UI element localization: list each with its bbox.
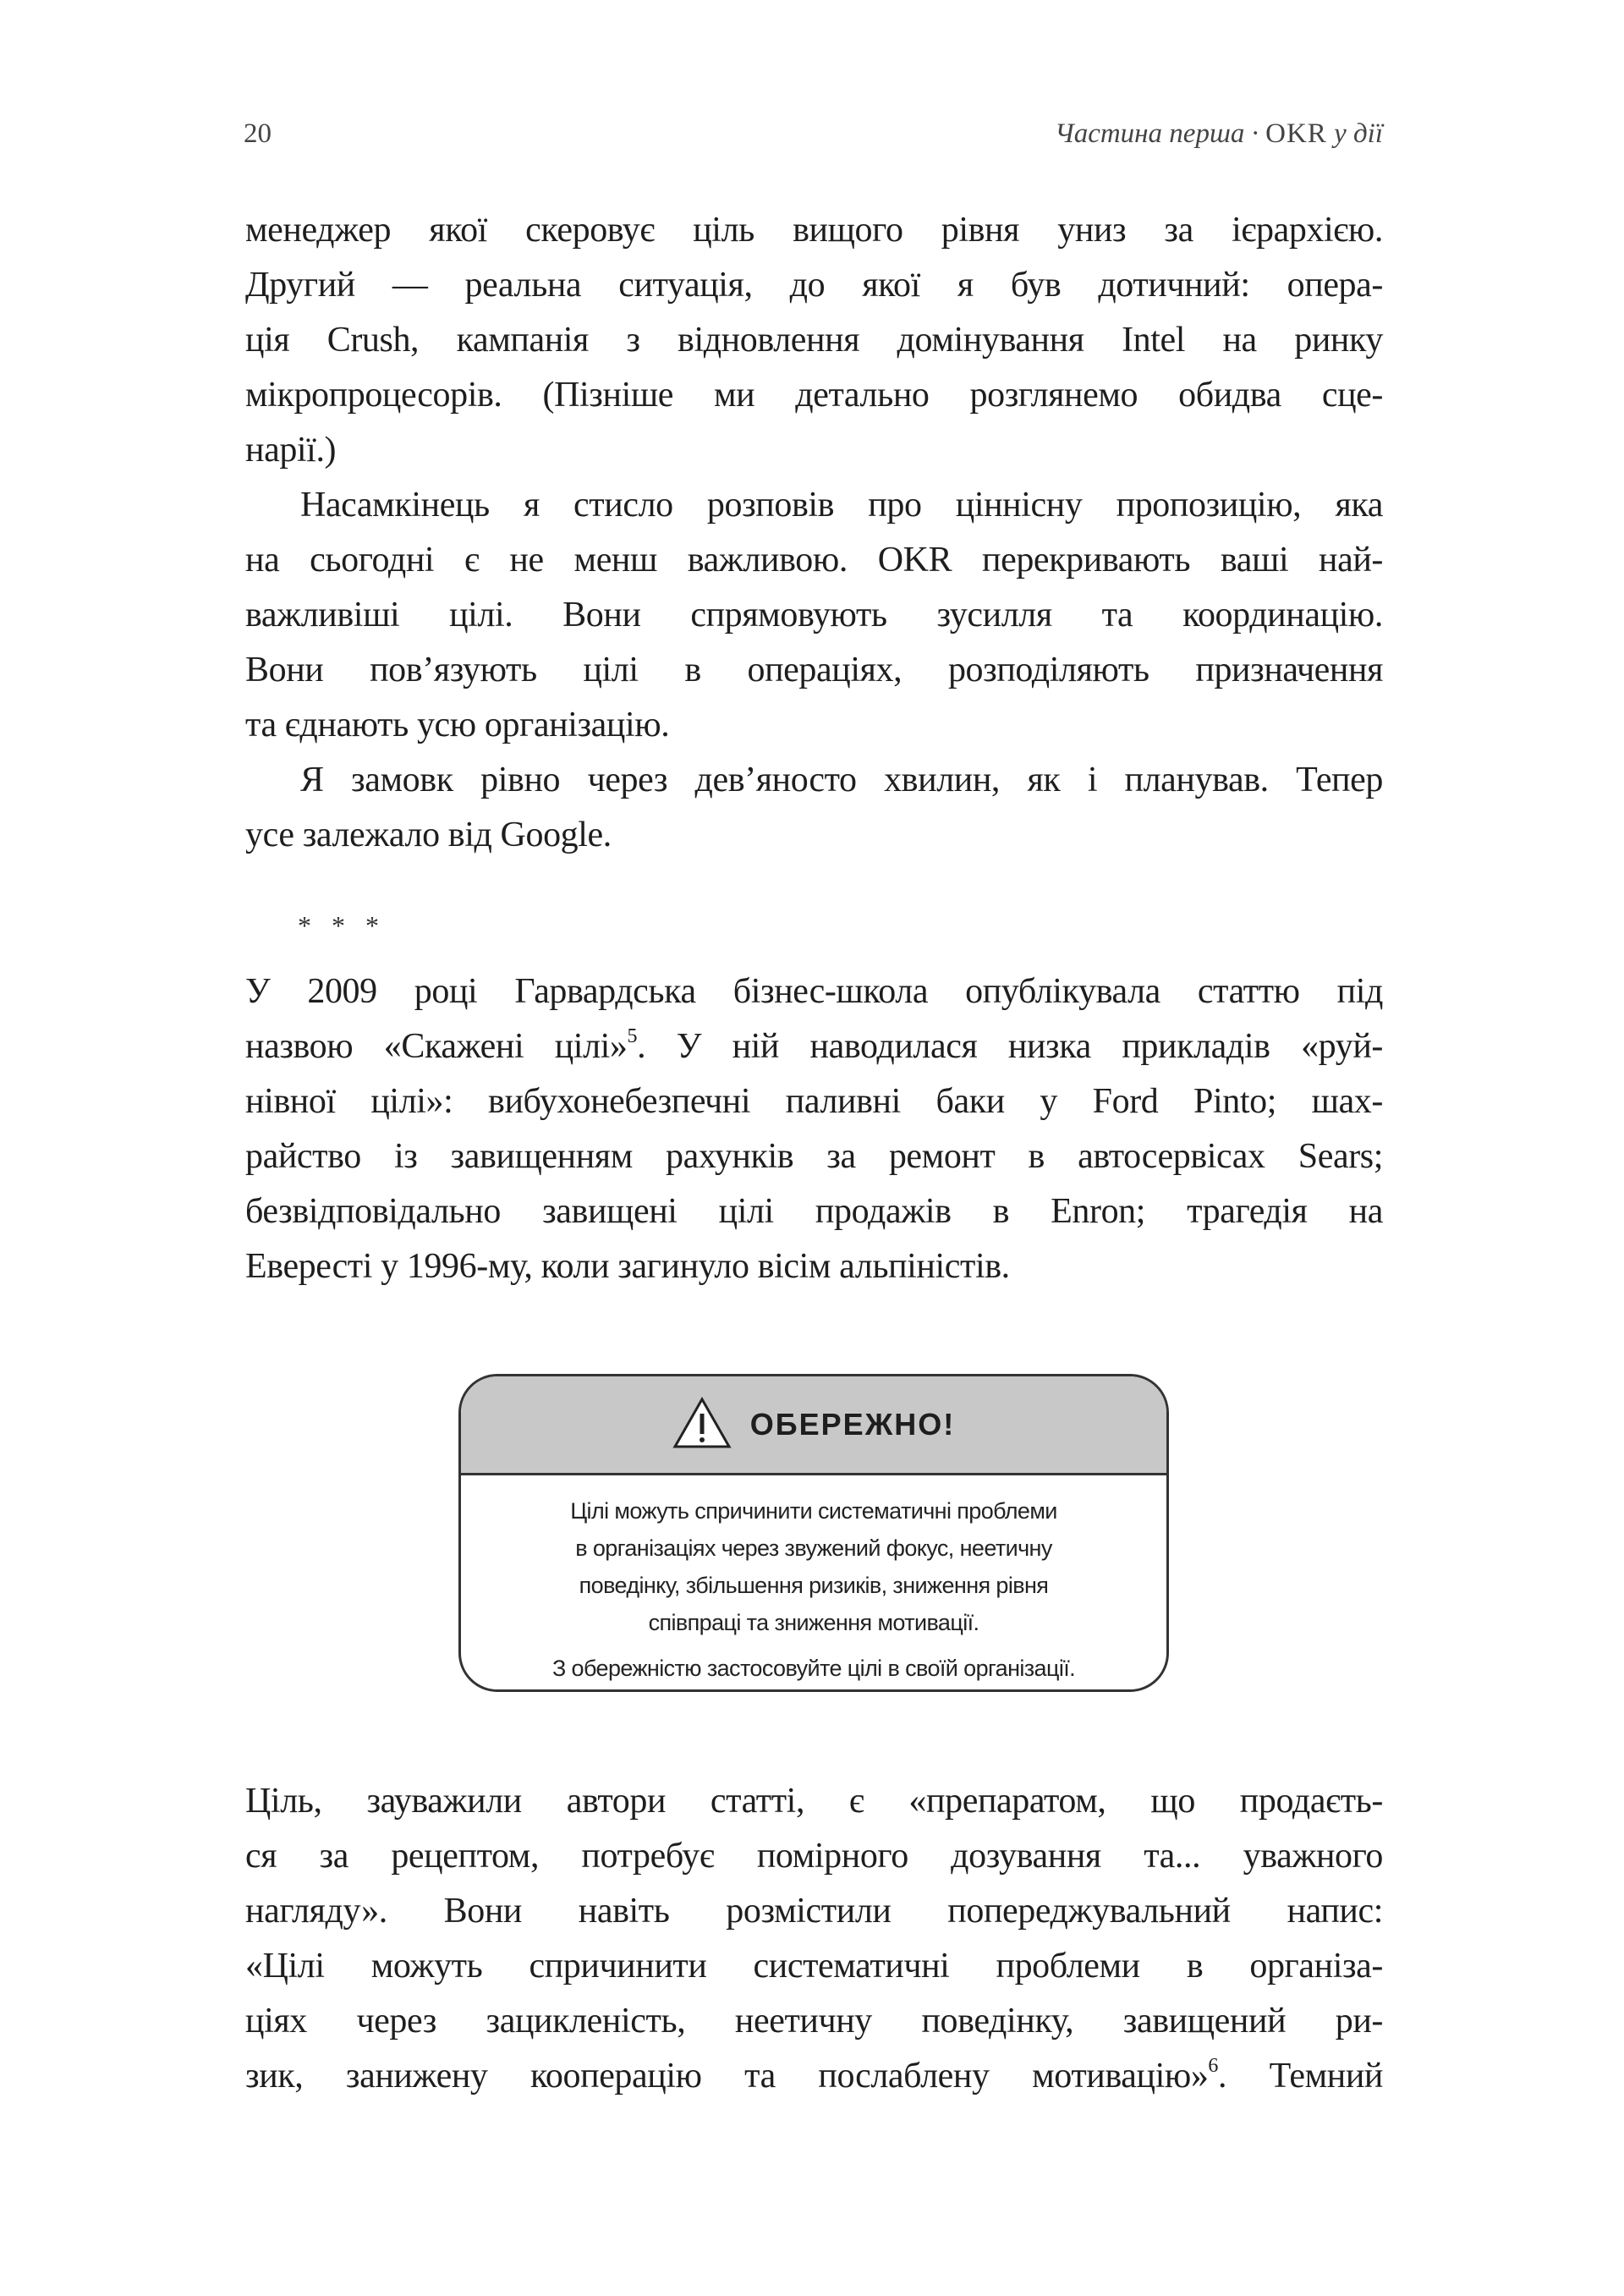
paragraph-5-line: нагляду». Вони навіть розмістили попереджувальний напис: bbox=[245, 1892, 1383, 1931]
paragraph-4-line bbox=[245, 1024, 1383, 1068]
paragraph-4-line: безвідповідально завищені цілі продажів в Enron; трагедія на bbox=[245, 1192, 1383, 1231]
paragraph-1-line: Другий — реальна ситуація, до якої я був дотичний: опера- bbox=[245, 266, 1383, 305]
paragraph-4-line: нівної цілі»: вибухонебезпечні паливні баки у Ford Pinto; шах- bbox=[245, 1082, 1383, 1121]
text: назвою «Скажені цілі» bbox=[245, 1027, 628, 1066]
warning-box bbox=[458, 1374, 1169, 1692]
running-title-separator: · bbox=[1244, 118, 1266, 149]
paragraph-3-line: Я замовк рівно через дев’яносто хвилин, як і планував. Тепер bbox=[300, 761, 1383, 799]
warning-box-title: ОБЕРЕЖНО! bbox=[749, 1407, 956, 1442]
paragraph-2-line: та єднають усю організацію. bbox=[245, 706, 670, 744]
warning-box-body bbox=[461, 1475, 1166, 1687]
paragraph-5-line bbox=[245, 2054, 1383, 2098]
paragraph-2-line: Вони пов’язують цілі в операціях, розподіляють призначення bbox=[245, 651, 1383, 689]
text: . У ній наводилася низка прикладів «руй- bbox=[637, 1027, 1383, 1066]
paragraph-2-line: на сьогодні є не менш важливою. OKR перекривають ваші най- bbox=[245, 541, 1383, 579]
paragraph-3-line: усе залежало від Google. bbox=[245, 816, 612, 854]
warning-triangle-icon bbox=[672, 1397, 732, 1453]
section-break: * * * bbox=[298, 910, 386, 941]
warning-footer: З обережністю застосовуйте цілі в своїй організації. bbox=[551, 1656, 1076, 1681]
paragraph-5-line: Ціль, зауважили автори статті, є «препаратом, що продаєть- bbox=[245, 1782, 1383, 1821]
paragraph-4-line: У 2009 році Гарвардська бізнес-школа опублікувала статтю під bbox=[245, 972, 1383, 1011]
warning-line: Цілі можуть спричинити систематичні проблеми bbox=[570, 1498, 1057, 1524]
warning-box-header bbox=[461, 1376, 1166, 1475]
footnote-ref-5[interactable]: 5 bbox=[627, 1025, 638, 1047]
warning-line: в організаціях через звужений фокус, неетичну bbox=[575, 1535, 1052, 1561]
paragraph-1-line: нарії.) bbox=[245, 431, 337, 470]
paragraph-5-line: «Цілі можуть спричинити систематичні проблеми в організа- bbox=[245, 1947, 1383, 1986]
paragraph-1-line: мікропроцесорів. (Пізніше ми детально розглянемо обидва сце- bbox=[245, 376, 1383, 415]
running-title-part: Частина перша bbox=[1054, 118, 1245, 149]
paragraph-5-line: ся за рецептом, потребує помірного дозування та... уважного bbox=[245, 1837, 1383, 1876]
footnote-ref-6[interactable]: 6 bbox=[1208, 2055, 1219, 2077]
running-title-okr: OKR bbox=[1265, 118, 1327, 149]
running-header bbox=[1055, 118, 1383, 150]
warning-line: поведінку, збільшення ризиків, зниження рівня bbox=[579, 1573, 1049, 1598]
warning-line: співпраці та зниження мотивації. bbox=[648, 1610, 979, 1635]
paragraph-4-line: райство із завищенням рахунків за ремонт в автосервісах Sears; bbox=[245, 1137, 1383, 1176]
page-number: 20 bbox=[244, 118, 272, 149]
running-title-tail: у дії bbox=[1326, 118, 1383, 149]
paragraph-4-line: Евересті у 1996-му, коли загинуло вісім альпіністів. bbox=[245, 1247, 1010, 1286]
paragraph-2-line: важливіші цілі. Вони спрямовують зусилля та координацію. bbox=[245, 596, 1383, 634]
text: . Темний bbox=[1218, 2057, 1383, 2096]
paragraph-5-line: ціях через зацикленість, неетичну поведінку, завищений ри- bbox=[245, 2002, 1383, 2041]
paragraph-2-line: Насамкінець я стисло розповів про ціннісну пропозицію, яка bbox=[300, 486, 1383, 525]
paragraph-1-line: ція Crush, кампанія з відновлення домінування Intel на ринку bbox=[245, 321, 1383, 360]
text: зик, занижену кооперацію та послаблену мотивацію» bbox=[245, 2057, 1209, 2096]
paragraph-1-line: менеджер якої скеровує ціль вищого рівня униз за ієрархією. bbox=[245, 211, 1383, 250]
